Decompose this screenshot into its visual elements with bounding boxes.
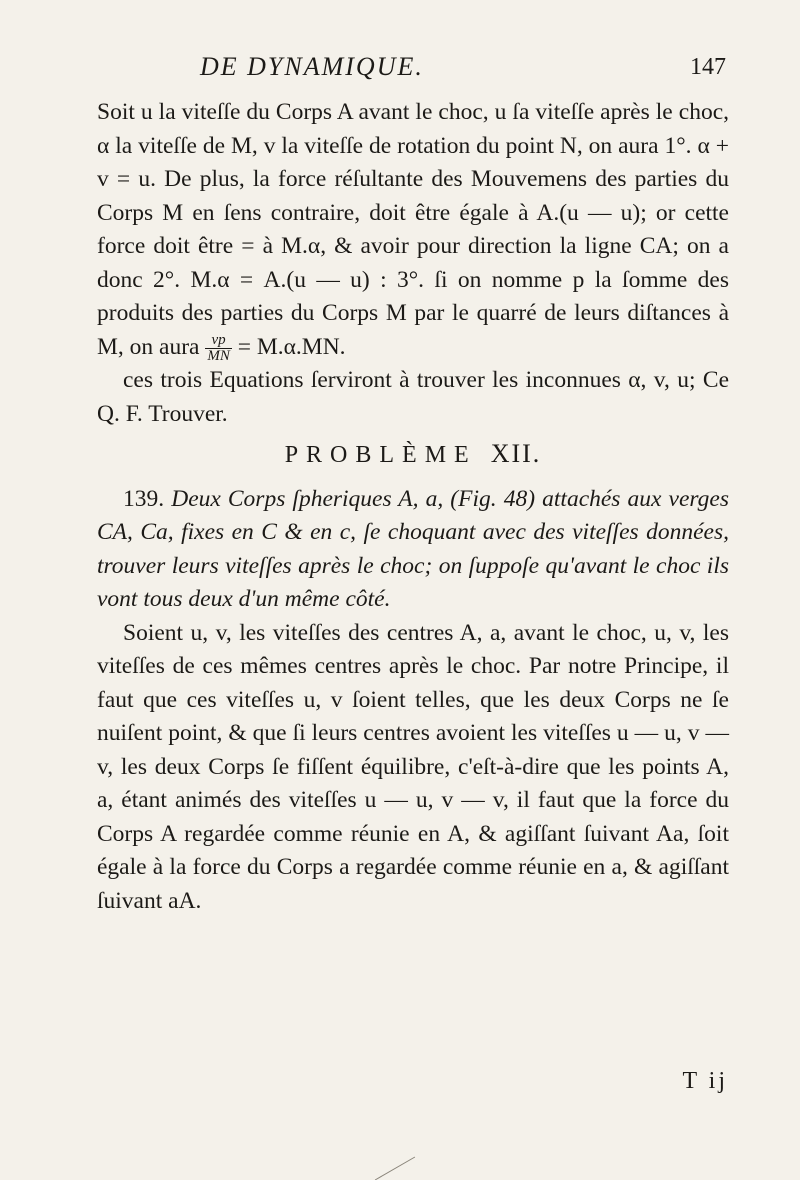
problem-number: XII. [490, 439, 542, 468]
paragraph-2: ces trois Equations ſerviront à trouver les inconnues α, v, u; Ce Q. F. Trouver. [97, 367, 729, 427]
running-head: DE DYNAMIQUE. [200, 52, 424, 81]
solution-paragraph: Soient u, v, les viteſſes des centres A, a, avant le choc, u, v, les viteſſes de ces mêmes centres après le choc. Par notre Principe, il faut que ces viteſſes u, v ſoient telles, que les deux Corps ne ſe nuiſent point, & que ſi leurs centres avoient les viteſſes u — u, v — v, les deux Corps ſe fiſſent équilibre, c'eſt-à-dire que les points A, a, étant animés des viteſſes u — u, v — v, il faut que la force du Corps A regardée comme réunie en A, & agiſſant ſuivant Aa, ſoit égale à la force du Corps a regardée comme réunie en a, & agiſſant ſuivant aA. [97, 619, 729, 914]
paragraph-1-text: Soit u la viteſſe du Corps A avant le choc, u ſa viteſſe après le choc, α la viteſſe de M, v la viteſſe de rotation du point N, on aura 1°. α + v = u. De plus, la force réſultante des Mouvemens des parties du Corps M en ſens contraire, doit être égale à A.(u — u); or cette force doit être = à M.α, & avoir pour direction la ligne CA; on a donc 2°. M.α = A.(u — u) : 3°. ſi on nomme p la ſomme des produits des parties du Corps M par le quarré de leurs diſtances à M, on aura [97, 99, 729, 360]
problem-word: PROBLÈME [284, 442, 477, 468]
paragraph-1-equation-end: = M.α.MN. [237, 333, 346, 360]
fraction-numerator: vp [205, 333, 232, 349]
paragraph-1 [97, 96, 729, 364]
page-number: 147 [690, 54, 726, 80]
paper-mark [375, 1157, 415, 1180]
signature-mark: T ij [682, 1068, 728, 1094]
body-text [97, 96, 729, 918]
problem-heading [97, 437, 729, 473]
article-number: 139. [123, 485, 165, 512]
page-header [96, 52, 726, 92]
fraction-denominator: MN [207, 347, 230, 364]
problem-statement [97, 483, 729, 617]
fraction [205, 333, 232, 364]
statement-text: Deux Corps ſpheriques A, a, (Fig. 48) attachés aux verges CA, Ca, fixes en C & en c, ſe choquant avec des viteſſes données, trouver leurs viteſſes après le choc; on ſuppoſe qu'avant le choc ils vont tous deux d'un même côté. [97, 485, 730, 612]
